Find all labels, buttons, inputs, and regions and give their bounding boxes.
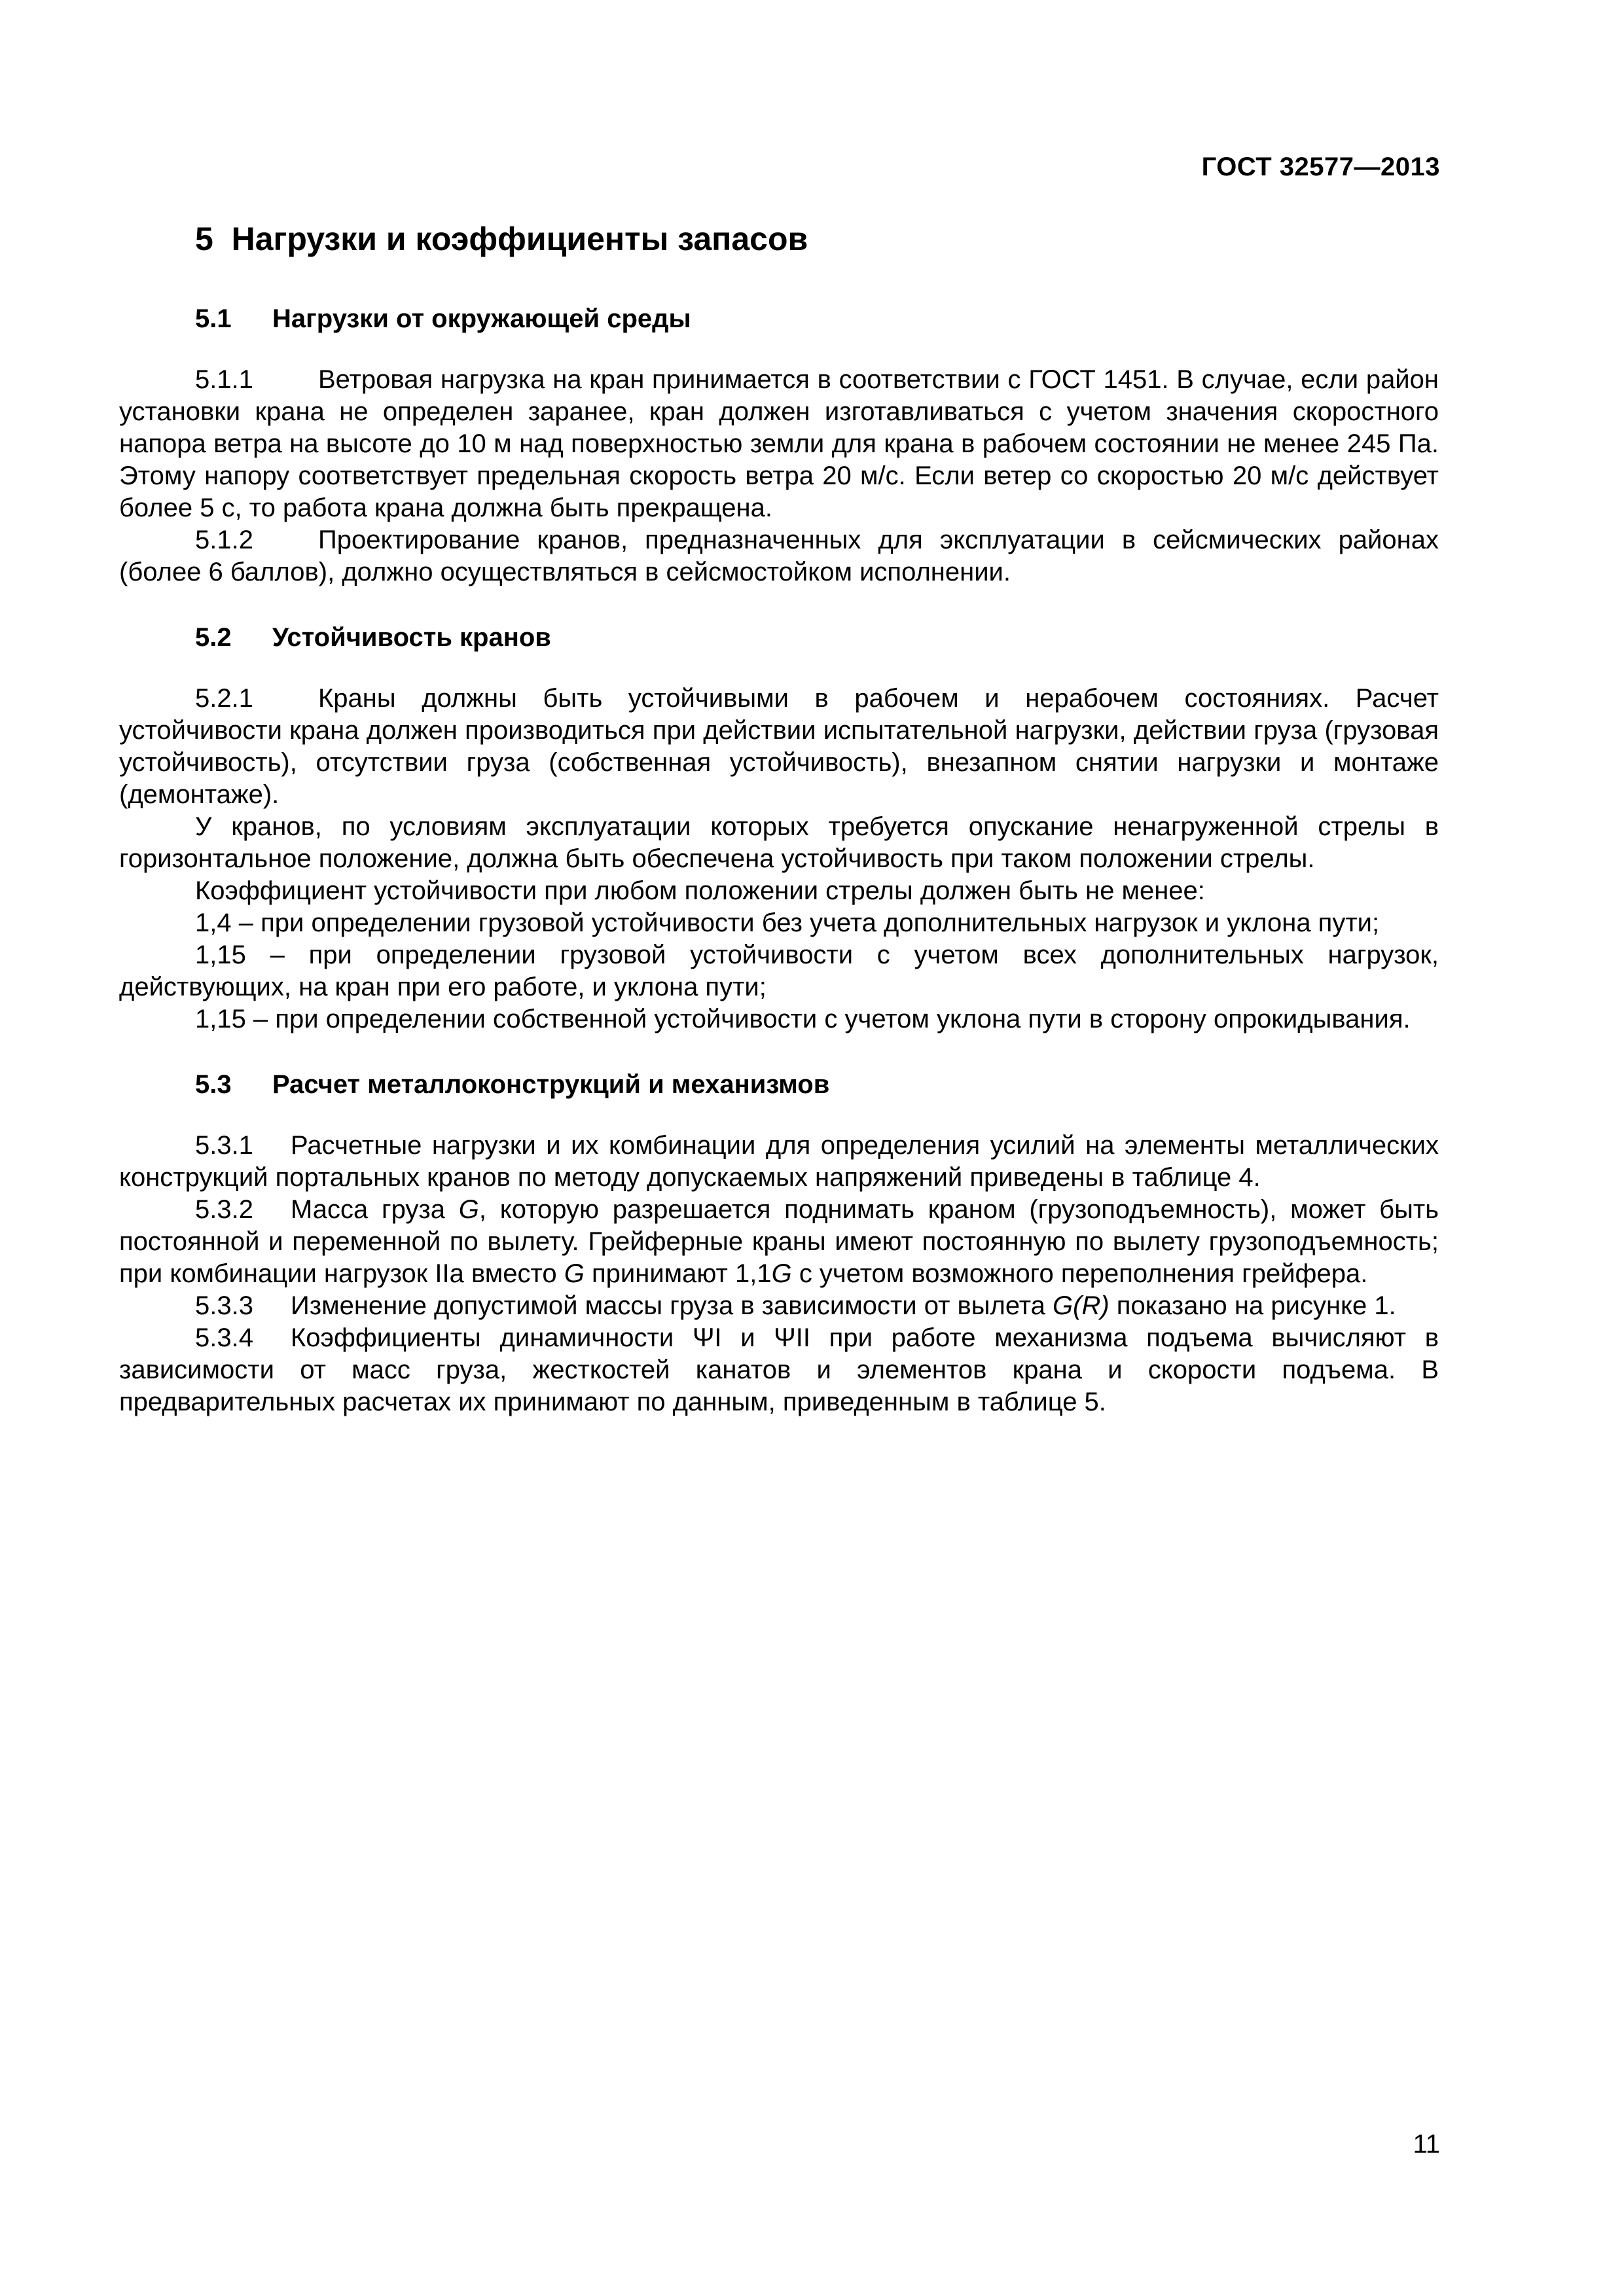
paragraph: Коэффициент устойчивости при любом положении стрелы должен быть не менее: — [195, 876, 1205, 905]
subsection-title: Нагрузки от окружающей среды — [272, 304, 691, 333]
subsection-title: Расчет металлоконструкций и механизмов — [272, 1070, 830, 1099]
page-content — [119, 216, 1439, 1418]
clause-number: 5.3.3 — [195, 1291, 253, 1320]
page-number: 11 — [1413, 2130, 1440, 2159]
clause-text: Ветровая нагрузка на кран принимается в соответствии с ГОСТ 1451. В случае, если район установки крана не определен заранее, кран должен изготавливаться с учетом значения скоростного напора ветра на высоте до 10 м над поверхностью земли для крана в рабочем состоянии не менее 245 Па. Этому напору соответствует предельная скорость ветра 20 м/с. Если ветер со скоростью 20 м/с действует более 5 с, то работа крана должна быть прекращена. — [119, 365, 1439, 522]
clause-text: Расчетные нагрузки и их комбинации для определения усилий на элементы металлических конструкций портальных кранов по методу допускаемых напряжений приведены в таблице 4. — [119, 1131, 1439, 1192]
clause-number: 5.3.1 — [195, 1131, 253, 1160]
clause-5-3-3: 5.3.3 Изменение допустимой массы груза в зависимости от вылета G(R) показано на рисунке 1. — [119, 1290, 1439, 1322]
subsection-heading-5-1 — [195, 302, 1439, 335]
clause-text: Проектирование кранов, предназначенных для эксплуатации в сейсмических районах (более 6 баллов), должно осуществляться в сейсмостойком исполнении. — [119, 526, 1439, 586]
subsection-title: Устойчивость кранов — [272, 623, 551, 652]
clause-5-2-1 — [119, 683, 1439, 811]
paragraph: У кранов, по условиям эксплуатации которых требуется опускание ненагруженной стрелы в горизонтальное положение, должна быть обеспечена устойчивость при таком положении стрелы. — [119, 812, 1439, 873]
subsection-heading-5-2 — [195, 621, 1439, 654]
subsection-heading-5-3 — [195, 1068, 1439, 1101]
variable-g: G — [771, 1259, 792, 1288]
subsection-number: 5.3 — [195, 1070, 232, 1099]
clause-5-3-2: 5.3.2 Масса груза G, которую разрешается поднимать краном (грузоподъемность), может быть постоянной и переменной по вылету. Грейферные краны имеют постоянную по вылету грузоподъемность; при комбинации нагрузок IIа вместо G принимают 1,1G с учетом возможного переполнения грейфера. — [119, 1195, 1439, 1288]
clause-number: 5.1.2 — [195, 526, 253, 554]
section-heading — [195, 216, 1439, 262]
variable-g: G — [564, 1259, 585, 1288]
clause-text: Краны должны быть устойчивыми в рабочем и нерабочем состояниях. Расчет устойчивости крана должен производиться при действии испытательной нагрузки, действии груза (грузовая устойчивость), отсутствии груза (собственная устойчивость), внезапном снятии нагрузки и монтаже (демонтаже). — [119, 684, 1439, 809]
clause-number: 5.3.4 — [195, 1323, 253, 1352]
variable-g-of-r: G(R) — [1053, 1291, 1110, 1320]
document-id: ГОСТ 32577—2013 — [1201, 152, 1440, 181]
list-item: 1,4 – при определении грузовой устойчивости без учета дополнительных нагрузок и уклона пути; — [195, 908, 1380, 937]
section-number: 5 — [195, 221, 213, 257]
variable-g: G — [458, 1195, 479, 1224]
clause-text: Коэффициенты динамичности ΨI и ΨII при работе механизма подъема вычисляют в зависимости от масс груза, жесткостей канатов и элементов крана и скорости подъема. В предварительных расчетах их принимают по данным, приведенным в таблице 5. — [119, 1323, 1439, 1416]
clause-5-1-1 — [119, 364, 1439, 524]
clause-5-3-4 — [119, 1322, 1439, 1418]
clause-5-3-1 — [119, 1130, 1439, 1194]
clause-number: 5.3.2 — [195, 1195, 253, 1224]
list-item: 1,15 – при определении грузовой устойчивости с учетом всех дополнительных нагрузок, действующих, на кран при его работе, и уклона пути; — [119, 941, 1439, 1001]
subsection-number: 5.2 — [195, 623, 232, 652]
list-item: 1,15 – при определении собственной устойчивости с учетом уклона пути в сторону опрокидывания. — [195, 1005, 1411, 1033]
subsection-number: 5.1 — [195, 304, 232, 333]
section-title: Нагрузки и коэффициенты запасов — [231, 221, 808, 257]
clause-5-1-2 — [119, 524, 1439, 588]
clause-number: 5.2.1 — [195, 684, 253, 713]
clause-number: 5.1.1 — [195, 365, 253, 394]
